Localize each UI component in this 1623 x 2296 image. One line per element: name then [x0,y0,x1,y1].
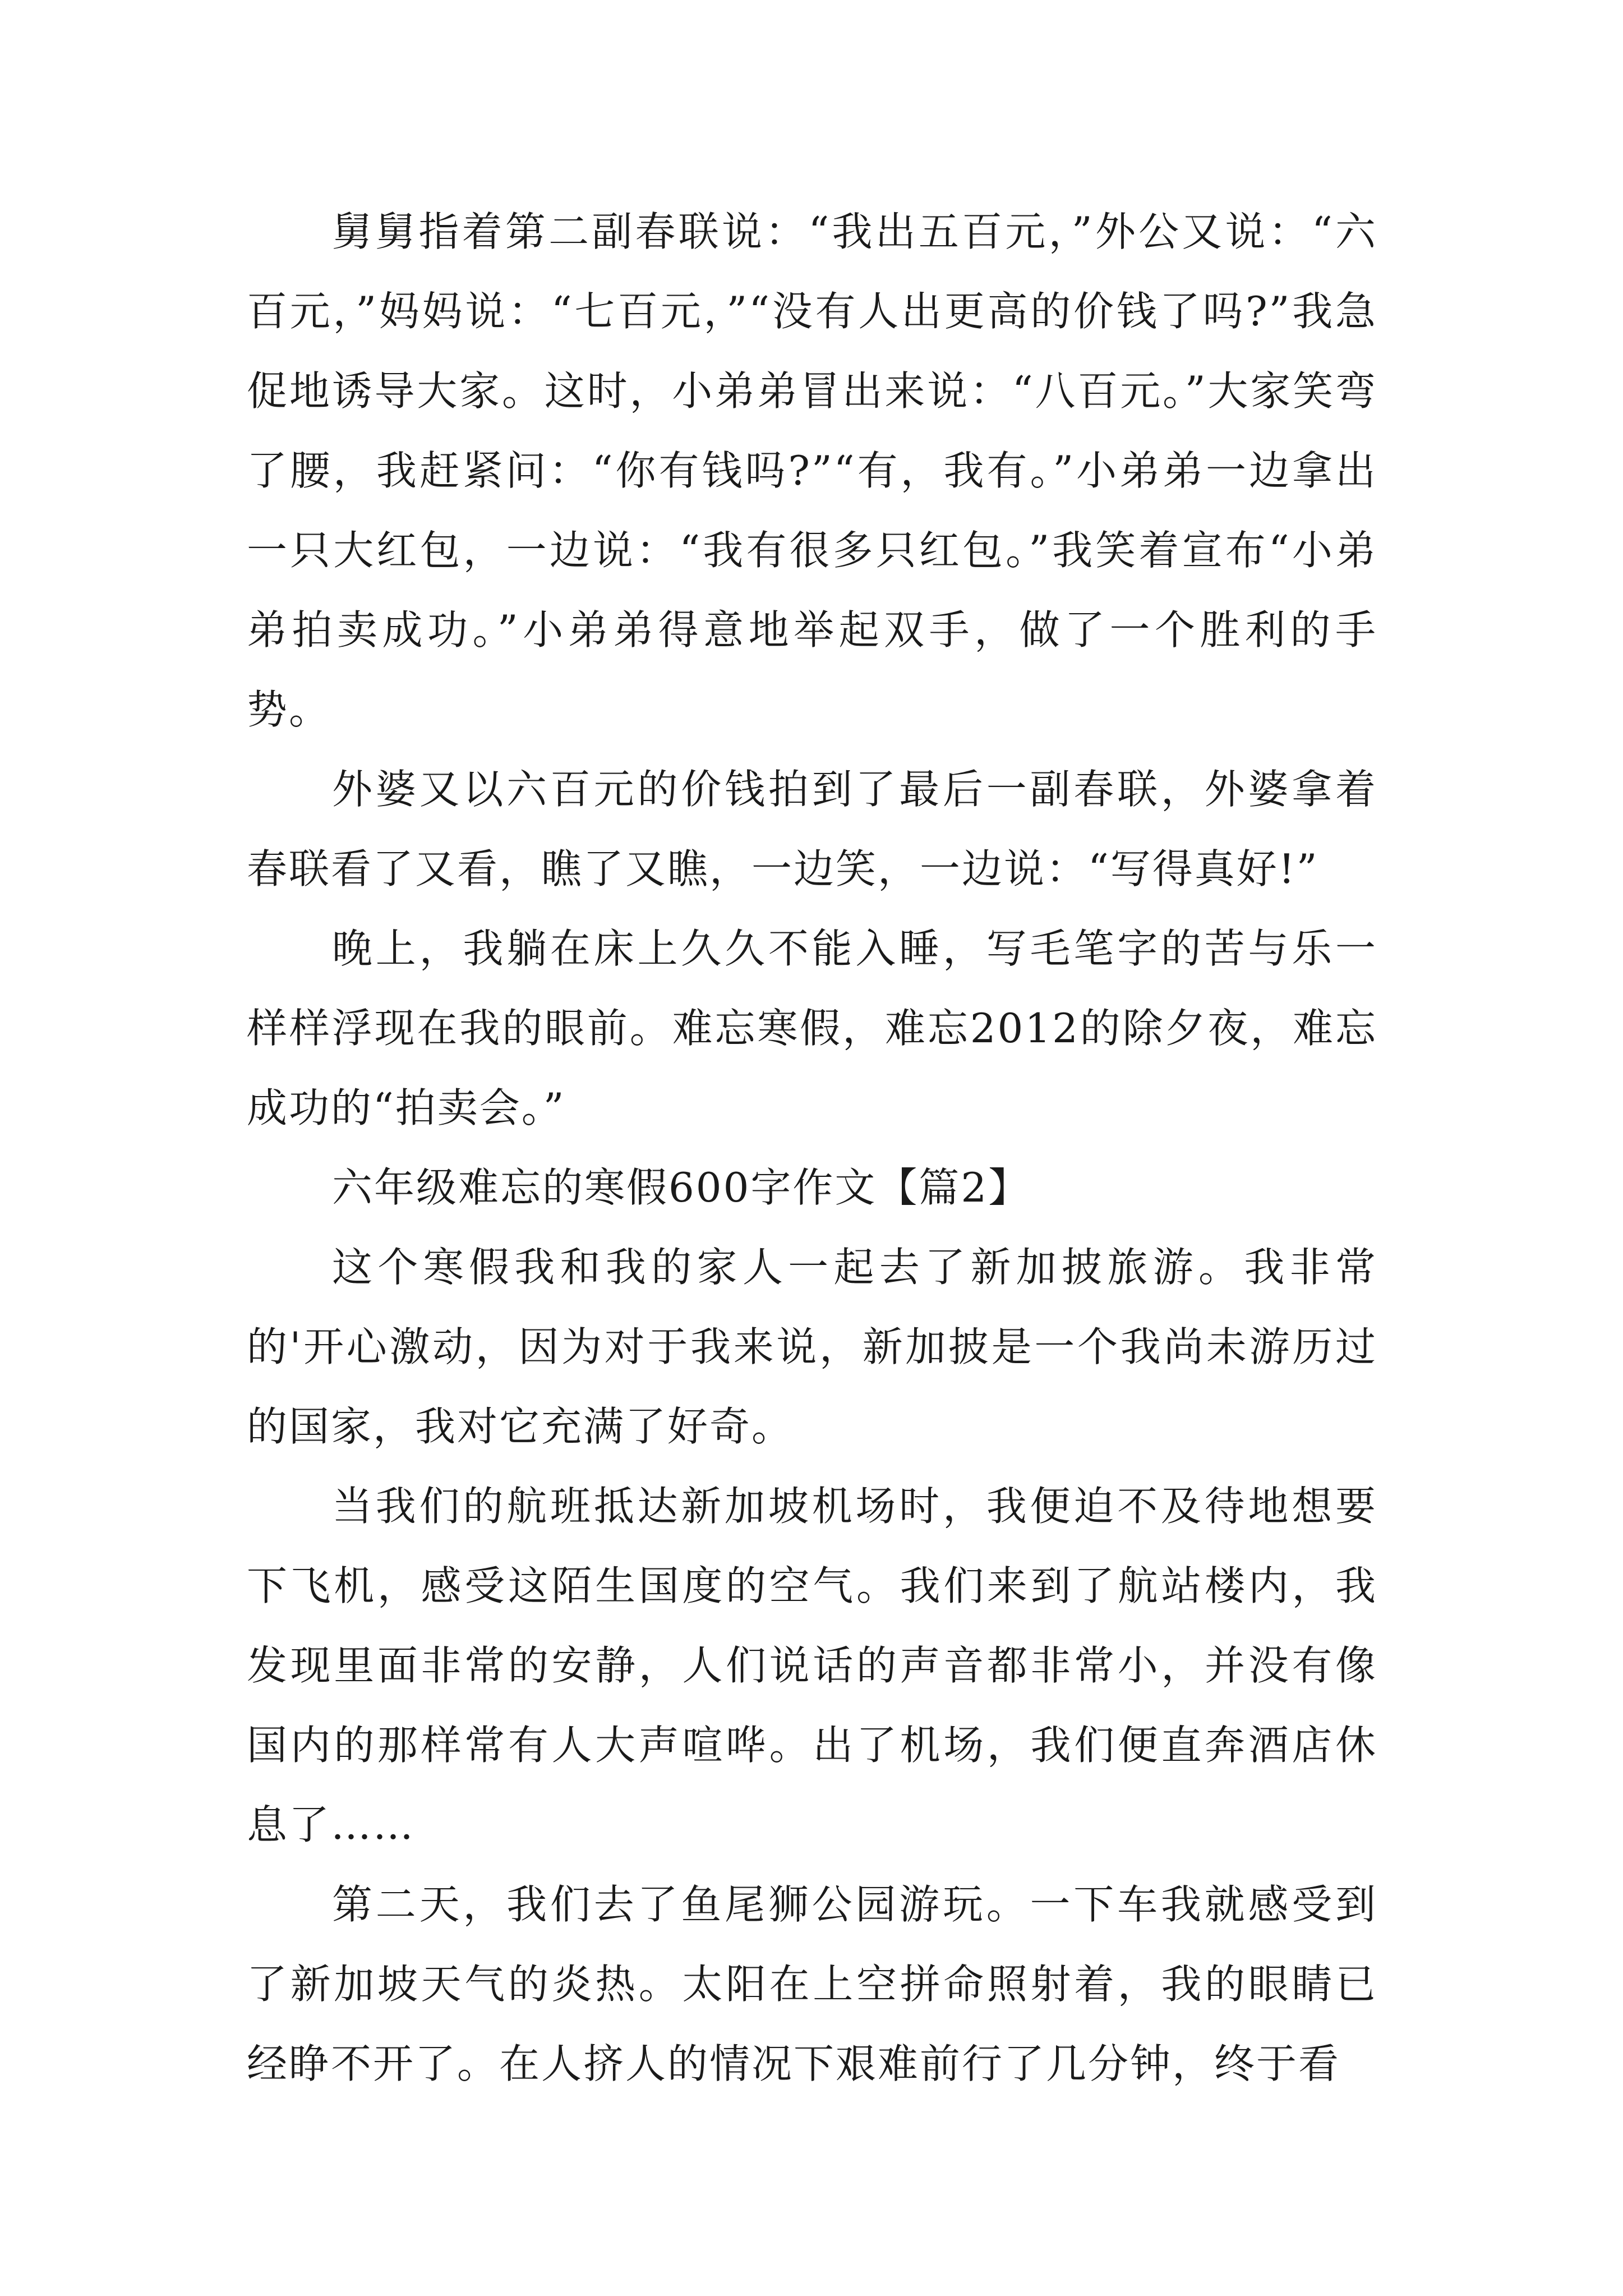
document-body [247,192,1377,2104]
paragraph-auction-bidding: 舅舅指着第二副春联说：“我出五百元，”外公又说：“六百元，”妈妈说：“七百元，”“没有人出更高的价钱了吗?”我急促地诱导大家。这时，小弟弟冒出来说：“八百元。”大家笑弯了腰，我赶紧问：“你有钱吗?”“有，我有。”小弟弟一边拿出一只大红包，一边说：“我有很多只红包。”我笑着宣布“小弟弟拍卖成功。”小弟弟得意地举起双手，做了一个胜利的手势。 [247,208,1377,733]
paragraph-grandma-couplet: 外婆又以六百元的价钱拍到了最后一副春联，外婆拿着春联看了又看，瞧了又瞧，一边笑，一边说：“写得真好!” [247,766,1377,892]
paragraph-singapore-trip: 这个寒假我和我的家人一起去了新加披旅游。我非常的'开心激动，因为对于我来说，新加披是一个我尚未游历过的国家，我对它充满了好奇。 [247,1244,1377,1450]
paragraph-night-reflection: 晚上，我躺在床上久久不能入睡，写毛笔字的苦与乐一样样浮现在我的眼前。难忘寒假，难忘2012的除夕夜，难忘成功的“拍卖会。” [247,925,1377,1131]
paragraph-airport-arrival: 当我们的航班抵达新加坡机场时，我便迫不及待地想要下飞机，感受这陌生国度的空气。我们来到了航站楼内，我发现里面非常的安静，人们说话的声音都非常小，并没有像国内的那样常有人大声喧哗。出了机场，我们便直奔酒店休息了…… [247,1483,1377,1848]
paragraph-merlion-park: 第二天，我们去了鱼尾狮公园游玩。一下车我就感受到了新加坡天气的炎热。太阳在上空拼命照射着，我的眼睛已经睁不开了。在人挤人的情况下艰难前行了几分钟，终于看 [247,1881,1377,2087]
essay-heading: 六年级难忘的寒假600字作文【篇2】 [332,1164,1031,1211]
